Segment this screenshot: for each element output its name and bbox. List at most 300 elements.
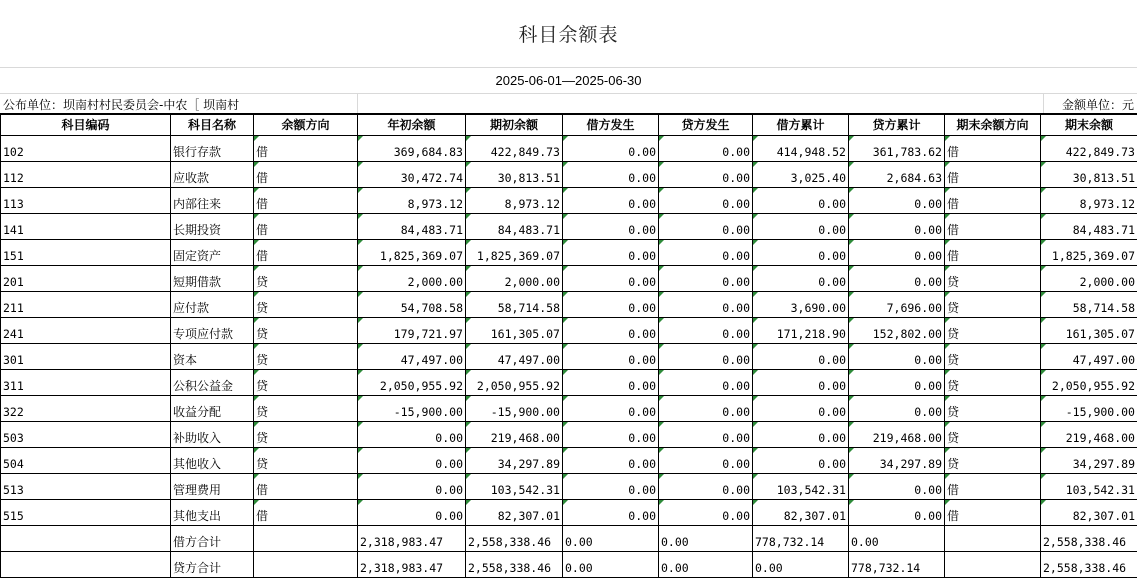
cell-comment-marker <box>849 162 854 167</box>
col-opening-year-value: 0.00 <box>435 483 463 497</box>
col-closing-direction-cell <box>945 526 1041 552</box>
col-debit-cumulative-cell <box>753 474 849 500</box>
col-credit-cumulative-header: 贷方累计 <box>849 114 945 136</box>
col-opening-year-header: 年初余额 <box>358 114 466 136</box>
col-opening-period-cell <box>466 370 563 396</box>
col-opening-period-value: 34,297.89 <box>497 457 560 471</box>
col-debit-cell <box>563 396 659 422</box>
col-opening-period-value: 219,468.00 <box>490 431 560 445</box>
col-balance-direction-cell <box>254 552 358 578</box>
col-credit-value: 0.00 <box>722 301 750 315</box>
col-account-name-cell <box>171 396 254 422</box>
col-debit-value: 0.00 <box>628 171 656 185</box>
cell-comment-marker <box>849 318 854 323</box>
col-opening-period-cell <box>466 214 563 240</box>
col-debit-cumulative-value: 103,542.31 <box>776 483 846 497</box>
col-credit-cumulative-cell <box>849 552 945 578</box>
col-closing-balance-cell <box>1041 214 1137 240</box>
cell-comment-marker <box>1041 318 1046 323</box>
cell-comment-marker <box>753 422 758 427</box>
col-credit-value: 0.00 <box>661 561 689 575</box>
cell-comment-marker <box>466 500 471 505</box>
cell-comment-marker <box>358 292 363 297</box>
cell-comment-marker <box>358 422 363 427</box>
col-opening-year-cell <box>358 448 466 474</box>
cell-comment-marker <box>849 370 854 375</box>
col-credit-cumulative-value: 361,783.62 <box>872 145 942 159</box>
cell-comment-marker <box>945 500 950 505</box>
col-account-code-cell <box>1 474 171 500</box>
col-credit-value: 0.00 <box>722 483 750 497</box>
col-opening-year-cell <box>358 240 466 266</box>
col-balance-direction-cell <box>254 474 358 500</box>
table-header-row <box>1 114 1137 136</box>
col-opening-period-value: 82,307.01 <box>497 509 560 523</box>
col-closing-direction-cell <box>945 500 1041 526</box>
cell-comment-marker <box>753 474 758 479</box>
cell-comment-marker <box>849 474 854 479</box>
col-opening-period-value: 1,825,369.07 <box>476 249 560 263</box>
col-opening-year-cell <box>358 292 466 318</box>
col-account-code-cell <box>1 266 171 292</box>
col-credit-cumulative-value: 0.00 <box>914 249 942 263</box>
table-row <box>1 214 1137 240</box>
col-opening-year-value: 2,318,983.47 <box>360 535 444 549</box>
col-closing-balance-cell <box>1041 136 1137 162</box>
cell-comment-marker <box>945 266 950 271</box>
col-credit-cumulative-cell <box>849 136 945 162</box>
col-credit-cumulative-value: 0.00 <box>914 483 942 497</box>
col-credit-cell <box>659 370 753 396</box>
col-opening-year-value: 54,708.58 <box>400 301 463 315</box>
cell-comment-marker <box>466 318 471 323</box>
col-credit-value: 0.00 <box>722 457 750 471</box>
cell-comment-marker <box>849 344 854 349</box>
table-row <box>1 370 1137 396</box>
cell-comment-marker <box>563 370 568 375</box>
col-debit-cell <box>563 292 659 318</box>
cell-comment-marker <box>753 266 758 271</box>
col-account-name-value: 固定资产 <box>173 249 222 263</box>
col-account-name-cell <box>171 292 254 318</box>
col-account-code-cell <box>1 370 171 396</box>
col-account-code-value: 322 <box>3 405 24 419</box>
col-credit-cumulative-value: 0.00 <box>914 405 942 419</box>
col-account-name-value: 长期投资 <box>173 223 222 237</box>
cell-comment-marker <box>563 422 568 427</box>
col-closing-balance-cell <box>1041 422 1137 448</box>
col-debit-cell <box>563 474 659 500</box>
col-account-code-value: 241 <box>3 327 24 341</box>
col-account-code-cell <box>1 292 171 318</box>
cell-comment-marker <box>358 162 363 167</box>
col-account-code-header: 科目编码 <box>1 114 171 136</box>
col-credit-header: 贷方发生 <box>659 114 753 136</box>
col-account-code-cell <box>1 552 171 578</box>
col-account-name-cell <box>171 266 254 292</box>
col-closing-balance-cell <box>1041 474 1137 500</box>
col-opening-period-cell <box>466 240 563 266</box>
col-account-code-value: 504 <box>3 457 24 471</box>
col-balance-direction-value: 贷 <box>256 405 269 419</box>
col-opening-period-cell <box>466 292 563 318</box>
col-opening-year-cell <box>358 188 466 214</box>
col-debit-cumulative-cell <box>753 136 849 162</box>
col-account-name-cell <box>171 448 254 474</box>
cell-comment-marker <box>753 344 758 349</box>
cell-comment-marker <box>659 448 664 453</box>
col-account-code-cell <box>1 188 171 214</box>
cell-comment-marker <box>659 188 664 193</box>
col-credit-cumulative-value: 0.00 <box>914 275 942 289</box>
col-debit-cumulative-header: 借方累计 <box>753 114 849 136</box>
col-closing-direction-cell <box>945 344 1041 370</box>
col-credit-value: 0.00 <box>722 197 750 211</box>
col-opening-period-cell <box>466 318 563 344</box>
col-opening-period-cell <box>466 344 563 370</box>
cell-comment-marker <box>945 474 950 479</box>
col-opening-period-cell <box>466 266 563 292</box>
col-closing-balance-value: 219,468.00 <box>1065 431 1135 445</box>
col-account-code-cell <box>1 396 171 422</box>
cell-comment-marker <box>753 318 758 323</box>
cell-comment-marker <box>254 162 259 167</box>
cell-comment-marker <box>1041 474 1046 479</box>
cell-comment-marker <box>563 240 568 245</box>
col-account-code-value: 503 <box>3 431 24 445</box>
col-credit-cell <box>659 240 753 266</box>
col-closing-balance-cell <box>1041 370 1137 396</box>
col-account-name-value: 银行存款 <box>173 145 222 159</box>
col-closing-direction-cell <box>945 240 1041 266</box>
col-closing-balance-cell <box>1041 266 1137 292</box>
col-debit-cell <box>563 266 659 292</box>
cell-divider <box>1043 93 1044 113</box>
cell-comment-marker <box>466 214 471 219</box>
col-credit-cumulative-cell <box>849 344 945 370</box>
col-credit-value: 0.00 <box>722 223 750 237</box>
col-closing-direction-header: 期末余额方向 <box>945 114 1041 136</box>
col-debit-value: 0.00 <box>628 483 656 497</box>
col-closing-balance-cell <box>1041 526 1137 552</box>
col-credit-cumulative-cell <box>849 292 945 318</box>
col-account-name-value: 短期借款 <box>173 275 222 289</box>
col-debit-header: 借方发生 <box>563 114 659 136</box>
cell-comment-marker <box>563 318 568 323</box>
col-balance-direction-value: 贷 <box>256 275 269 289</box>
col-closing-direction-cell <box>945 292 1041 318</box>
cell-comment-marker <box>358 266 363 271</box>
col-opening-period-cell <box>466 448 563 474</box>
col-debit-cumulative-cell <box>753 500 849 526</box>
currency-label: 金额单位：元 <box>1061 98 1134 112</box>
cell-comment-marker <box>563 396 568 401</box>
col-balance-direction-value: 借 <box>256 483 269 497</box>
col-opening-period-value: 2,000.00 <box>504 275 560 289</box>
col-balance-direction-cell <box>254 396 358 422</box>
col-opening-period-cell <box>466 552 563 578</box>
cell-comment-marker <box>254 422 259 427</box>
org-label: 公布单位：坝南村村民委员会-中农［ 坝南村 <box>3 98 240 112</box>
col-opening-period-cell <box>466 526 563 552</box>
cell-comment-marker <box>563 448 568 453</box>
col-account-code-cell <box>1 136 171 162</box>
col-debit-cumulative-cell <box>753 422 849 448</box>
cell-comment-marker <box>358 136 363 141</box>
col-opening-year-cell <box>358 474 466 500</box>
col-credit-cell <box>659 136 753 162</box>
col-balance-direction-value: 借 <box>256 223 269 237</box>
col-debit-cell <box>563 526 659 552</box>
col-debit-value: 0.00 <box>628 275 656 289</box>
table-row <box>1 474 1137 500</box>
col-debit-cell <box>563 552 659 578</box>
col-opening-period-cell <box>466 422 563 448</box>
cell-comment-marker <box>849 266 854 271</box>
col-credit-value: 0.00 <box>722 327 750 341</box>
cell-comment-marker <box>254 474 259 479</box>
col-account-name-cell <box>171 344 254 370</box>
col-opening-year-value: -15,900.00 <box>393 405 463 419</box>
cell-comment-marker <box>254 292 259 297</box>
cell-comment-marker <box>466 396 471 401</box>
col-account-code-value: 151 <box>3 249 24 263</box>
col-closing-direction-value: 贷 <box>947 379 960 393</box>
cell-comment-marker <box>945 214 950 219</box>
col-debit-cell <box>563 344 659 370</box>
col-opening-year-cell <box>358 214 466 240</box>
col-closing-balance-cell <box>1041 292 1137 318</box>
col-opening-period-cell <box>466 396 563 422</box>
col-balance-direction-cell <box>254 292 358 318</box>
col-closing-direction-value: 贷 <box>947 275 960 289</box>
col-account-code-cell <box>1 344 171 370</box>
col-account-name-cell <box>171 188 254 214</box>
col-account-code-value: 311 <box>3 379 24 393</box>
col-opening-year-value: 179,721.97 <box>393 327 463 341</box>
cell-comment-marker <box>254 318 259 323</box>
col-debit-cell <box>563 448 659 474</box>
col-credit-cumulative-cell <box>849 448 945 474</box>
col-debit-value: 0.00 <box>628 197 656 211</box>
col-closing-balance-value: 82,307.01 <box>1072 509 1135 523</box>
cell-comment-marker <box>753 162 758 167</box>
col-credit-cumulative-cell <box>849 422 945 448</box>
col-account-code-cell <box>1 500 171 526</box>
cell-comment-marker <box>1041 344 1046 349</box>
cell-comment-marker <box>358 396 363 401</box>
col-debit-cumulative-value: 171,218.90 <box>776 327 846 341</box>
col-closing-balance-value: 161,305.07 <box>1065 327 1135 341</box>
cell-comment-marker <box>753 136 758 141</box>
table-row <box>1 188 1137 214</box>
col-credit-cumulative-value: 0.00 <box>851 535 879 549</box>
col-account-code-value: 141 <box>3 223 24 237</box>
cell-comment-marker <box>1041 162 1046 167</box>
col-credit-cell <box>659 266 753 292</box>
col-credit-cumulative-value: 0.00 <box>914 223 942 237</box>
cell-comment-marker <box>945 448 950 453</box>
col-credit-cumulative-cell <box>849 214 945 240</box>
cell-comment-marker <box>945 370 950 375</box>
col-debit-value: 0.00 <box>628 249 656 263</box>
cell-comment-marker <box>659 370 664 375</box>
cell-comment-marker <box>466 266 471 271</box>
col-closing-balance-cell <box>1041 552 1137 578</box>
table-row <box>1 240 1137 266</box>
col-credit-value: 0.00 <box>661 535 689 549</box>
col-credit-cumulative-cell <box>849 162 945 188</box>
col-account-name-cell <box>171 162 254 188</box>
col-opening-period-value: 103,542.31 <box>490 483 560 497</box>
cell-comment-marker <box>563 292 568 297</box>
col-debit-cumulative-cell <box>753 240 849 266</box>
col-debit-cumulative-value: 0.00 <box>818 353 846 367</box>
col-account-name-value: 管理费用 <box>173 483 222 497</box>
cell-comment-marker <box>753 370 758 375</box>
col-debit-cumulative-cell <box>753 214 849 240</box>
col-opening-year-cell <box>358 266 466 292</box>
col-closing-balance-value: 47,497.00 <box>1072 353 1135 367</box>
table-row <box>1 292 1137 318</box>
col-credit-value: 0.00 <box>722 145 750 159</box>
col-balance-direction-cell <box>254 214 358 240</box>
table-row <box>1 344 1137 370</box>
col-debit-cumulative-cell <box>753 292 849 318</box>
col-balance-direction-value: 借 <box>256 249 269 263</box>
col-credit-cell <box>659 448 753 474</box>
col-debit-cumulative-value: 0.00 <box>818 379 846 393</box>
cell-comment-marker <box>849 136 854 141</box>
col-debit-cumulative-value: 82,307.01 <box>783 509 846 523</box>
col-account-code-value: 211 <box>3 301 24 315</box>
col-closing-balance-value: 84,483.71 <box>1072 223 1135 237</box>
col-account-code-value: 113 <box>3 197 24 211</box>
cell-comment-marker <box>1041 240 1046 245</box>
col-debit-cumulative-value: 0.00 <box>818 249 846 263</box>
cell-comment-marker <box>254 214 259 219</box>
cell-comment-marker <box>466 188 471 193</box>
cell-comment-marker <box>358 240 363 245</box>
col-closing-balance-value: 1,825,369.07 <box>1051 249 1135 263</box>
cell-comment-marker <box>659 318 664 323</box>
col-debit-cumulative-cell <box>753 344 849 370</box>
col-debit-cumulative-cell <box>753 162 849 188</box>
col-closing-balance-value: 2,558,338.46 <box>1043 535 1127 549</box>
col-opening-year-value: 84,483.71 <box>400 223 463 237</box>
cell-comment-marker <box>849 500 854 505</box>
col-debit-value: 0.00 <box>628 405 656 419</box>
cell-comment-marker <box>358 474 363 479</box>
cell-comment-marker <box>563 474 568 479</box>
col-account-name-cell <box>171 500 254 526</box>
col-credit-cell <box>659 318 753 344</box>
col-credit-cell <box>659 552 753 578</box>
cell-comment-marker <box>849 292 854 297</box>
col-debit-value: 0.00 <box>628 509 656 523</box>
cell-comment-marker <box>659 422 664 427</box>
col-credit-value: 0.00 <box>722 275 750 289</box>
cell-comment-marker <box>1041 214 1046 219</box>
col-debit-cell <box>563 188 659 214</box>
col-closing-balance-cell <box>1041 240 1137 266</box>
report-title: 科目余额表 <box>518 24 619 46</box>
col-balance-direction-cell <box>254 240 358 266</box>
total-row <box>1 526 1137 552</box>
cell-comment-marker <box>254 344 259 349</box>
col-account-name-cell <box>171 474 254 500</box>
cell-comment-marker <box>1041 448 1046 453</box>
cell-comment-marker <box>1041 292 1046 297</box>
col-closing-direction-cell <box>945 162 1041 188</box>
cell-comment-marker <box>849 214 854 219</box>
col-debit-cumulative-cell <box>753 396 849 422</box>
col-credit-cumulative-cell <box>849 318 945 344</box>
cell-comment-marker <box>945 136 950 141</box>
cell-comment-marker <box>945 422 950 427</box>
col-opening-year-value: 8,973.12 <box>407 197 463 211</box>
cell-comment-marker <box>254 188 259 193</box>
col-debit-cumulative-value: 414,948.52 <box>776 145 846 159</box>
col-opening-period-value: 30,813.51 <box>497 171 560 185</box>
cell-comment-marker <box>254 240 259 245</box>
col-balance-direction-value: 贷 <box>256 327 269 341</box>
col-credit-cumulative-value: 0.00 <box>914 353 942 367</box>
col-credit-cumulative-cell <box>849 396 945 422</box>
col-balance-direction-value: 借 <box>256 197 269 211</box>
cell-comment-marker <box>849 240 854 245</box>
cell-comment-marker <box>659 136 664 141</box>
table-row <box>1 318 1137 344</box>
col-opening-period-cell <box>466 474 563 500</box>
col-closing-direction-value: 借 <box>947 145 960 159</box>
col-debit-cell <box>563 136 659 162</box>
col-credit-cumulative-value: 34,297.89 <box>879 457 942 471</box>
col-opening-period-value: 161,305.07 <box>490 327 560 341</box>
col-account-code-value: 102 <box>3 145 24 159</box>
col-credit-cumulative-value: 152,802.00 <box>872 327 942 341</box>
col-debit-value: 0.00 <box>628 223 656 237</box>
col-debit-value: 0.00 <box>628 431 656 445</box>
col-debit-value: 0.00 <box>628 301 656 315</box>
cell-comment-marker <box>466 162 471 167</box>
col-credit-cumulative-cell <box>849 500 945 526</box>
col-opening-period-value: 422,849.73 <box>490 145 560 159</box>
col-credit-cell <box>659 188 753 214</box>
cell-comment-marker <box>945 344 950 349</box>
col-credit-cumulative-value: 219,468.00 <box>872 431 942 445</box>
cell-comment-marker <box>254 370 259 375</box>
col-account-name-value: 收益分配 <box>173 405 222 419</box>
col-closing-balance-cell <box>1041 162 1137 188</box>
total-row <box>1 552 1137 578</box>
col-opening-year-cell <box>358 136 466 162</box>
cell-comment-marker <box>563 162 568 167</box>
balance-table <box>0 113 1137 578</box>
col-opening-year-value: 369,684.83 <box>393 145 463 159</box>
col-account-name-cell <box>171 370 254 396</box>
col-debit-value: 0.00 <box>628 327 656 341</box>
cell-comment-marker <box>1041 266 1046 271</box>
col-credit-value: 0.00 <box>722 171 750 185</box>
cell-comment-marker <box>563 188 568 193</box>
table-row <box>1 396 1137 422</box>
cell-comment-marker <box>945 396 950 401</box>
col-opening-year-cell <box>358 526 466 552</box>
table-row <box>1 136 1137 162</box>
col-balance-direction-value: 借 <box>256 509 269 523</box>
col-balance-direction-cell <box>254 448 358 474</box>
